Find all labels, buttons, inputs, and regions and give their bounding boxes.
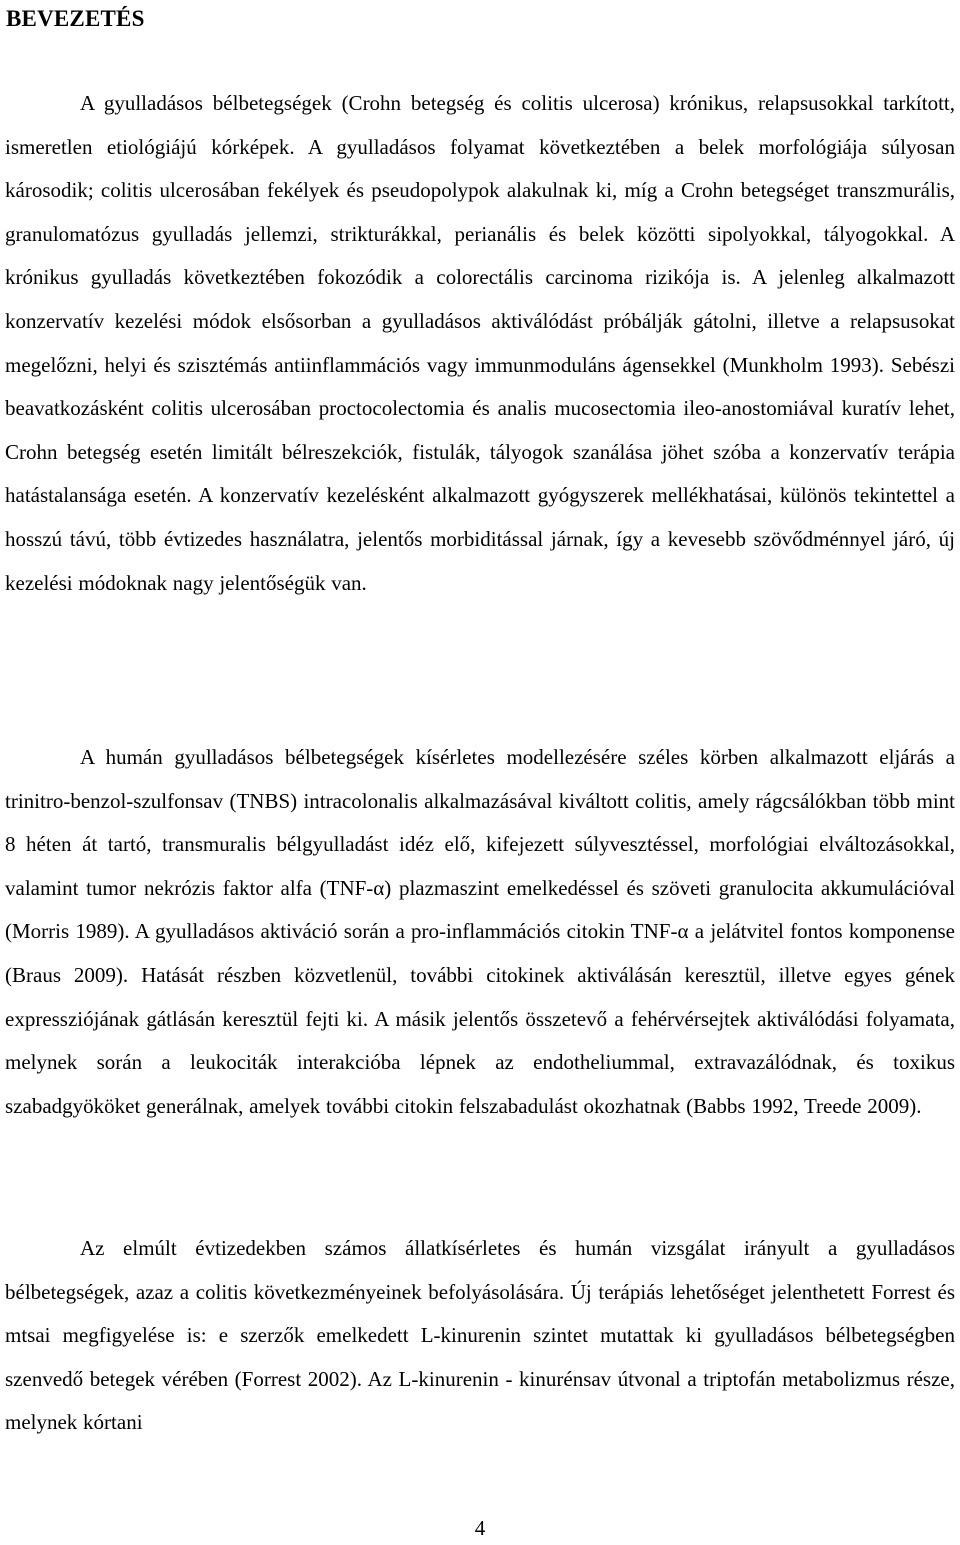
paragraph-3: Az elmúlt évtizedekben számos állatkísérletes és humán vizsgálat irányult a gyulladásos bélbetegségek, azaz a colitis következményeinek befolyásolására. Új terápiás lehetőséget jelenthetett Forrest és mtsai megfigyelése is: e szerzők emelkedett L-kinurenin szintet mutattak ki gyulladásos bélbetegségben szenvedő betegek vérében (Forrest 2002). Az L-kinurenin - kinurénsav útvonal a triptofán metabolizmus része, melynek kórtani [5,1236,955,1435]
paragraph-2: A humán gyulladásos bélbetegségek kísérletes modellezésére széles körben alkalmazott eljárás a trinitro-benzol-szulfonsav (TNBS) intracolonalis alkalmazásával kiváltott colitis, amely rágcsálókban több mint 8 héten át tartó, transmuralis bélgyulladást idéz elő, kifejezett súlyvesztéssel, morfológiai elváltozásokkal, valamint tumor nekrózis faktor alfa (TNF-α) plazmaszint emelkedéssel és szöveti granulocita akkumulációval (Morris 1989). A gyulladásos aktiváció során a pro-inflammációs citokin TNF-α a jelátvitel fontos komponense (Braus 2009). Hatását részben közvetlenül, további citokinek aktiválásán keresztül, illetve egyes gének expressziójának gátlásán keresztül fejti ki. A másik jelentős összetevő a fehérvérsejtek aktiválódási folyamata, melynek során a leukociták interakcióba lépnek az endotheliummal, extravazálódnak, és toxikus szabadgyököket generálnak, amelyek további citokin felszabadulást okozhatnak (Babbs 1992, Treede 2009). [5,745,955,1118]
page-number: 4 [474,1516,486,1540]
paragraph-1: A gyulladásos bélbetegségek (Crohn betegség és colitis ulcerosa) krónikus, relapsusokkal tarkított, ismeretlen etiológiájú kórképek. A gyulladásos folyamat következtében a belek morfológiája súlyosan károsodik; colitis ulcerosában fekélyek és pseudopolypok alakulnak ki, míg a Crohn betegséget transzmurális, granulomatózus gyulladás jellemzi, strikturákkal, perianális és belek közötti sipolyokkal, tályogokkal. A krónikus gyulladás következtében fokozódik a colorectális carcinoma rizikója is. A jelenleg alkalmazott konzervatív kezelési módok elsősorban a gyulladásos aktiválódást próbálják gátolni, illetve a relapsusokat megelőzni, helyi és szisztémás antiinflammációs vagy immunmoduláns ágensekkel (Munkholm 1993). Sebészi beavatkozásként colitis ulcerosában proctocolectomia és analis mucosectomia ileo-anostomiával kuratív lehet, Crohn betegség esetén limitált bélreszekciók, fistulák, tályogok szanálása jöhet szóba a konzervatív terápia hatástalansága esetén. A konzervatív kezelésként alkalmazott gyógyszerek mellékhatásai, különös tekintettel a hosszú távú, több évtizedes használatra, jelentős morbiditással járnak, így a kevesebb szövődménnyel járó, új kezelési módoknak nagy jelentőségük van. [5,91,955,595]
section-heading: BEVEZETÉS [6,6,145,31]
